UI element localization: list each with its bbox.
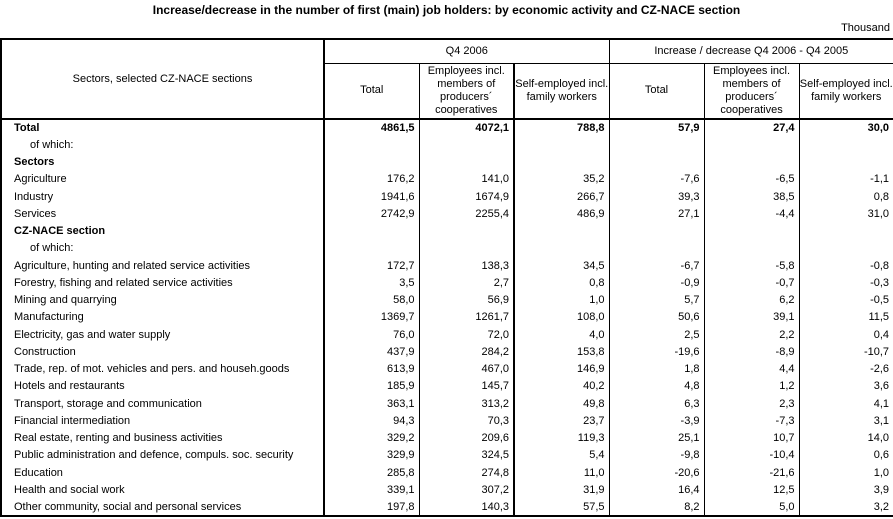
- table-row: [1, 412, 893, 429]
- value-cell: 1,2: [704, 378, 799, 395]
- value-cell: 58,0: [324, 292, 419, 309]
- value-cell: -1,1: [870, 173, 890, 186]
- value-cell: 339,1: [324, 481, 419, 498]
- value-cell: [609, 223, 704, 240]
- value-cell: 146,9: [514, 361, 609, 378]
- row-label-cell: CZ-NACE section: [1, 223, 324, 240]
- value-cell: -19,6: [609, 343, 704, 360]
- value-cell: 39,1: [704, 309, 799, 326]
- value-cell: 94,3: [324, 412, 419, 429]
- row-label-cell: Public administration and defence, compuls. soc. security: [1, 447, 324, 464]
- value-cell: -7,3: [704, 412, 799, 429]
- table-row: [1, 378, 893, 395]
- value-cell: [324, 136, 419, 153]
- value-cell: -10,4: [704, 447, 799, 464]
- row-label-cell: Agriculture: [1, 171, 324, 188]
- value-cell: [419, 136, 514, 153]
- value-cell: -20,6: [609, 464, 704, 481]
- table-row: [1, 343, 893, 360]
- value-cell: 38,5: [704, 188, 799, 205]
- value-cell: 35,2: [514, 171, 609, 188]
- table-row: [1, 395, 893, 412]
- value-cell: 119,3: [514, 430, 609, 447]
- table-row: [1, 464, 893, 481]
- value-cell: 6,2: [704, 292, 799, 309]
- table-row: [1, 309, 893, 326]
- statistics-table: [0, 38, 893, 517]
- value-cell: 2,3: [704, 395, 799, 412]
- value-cell: 0,8: [514, 274, 609, 291]
- value-cell: 27,1: [609, 205, 704, 222]
- value-cell: 40,2: [514, 378, 609, 395]
- value-cell: 2,2: [704, 326, 799, 343]
- value-cell: 12,5: [704, 481, 799, 498]
- value-cell: -0,3: [870, 276, 890, 289]
- value-cell: -0,7: [704, 274, 799, 291]
- value-cell: 145,7: [419, 378, 514, 395]
- table-row: [1, 430, 893, 447]
- value-cell: 5,7: [609, 292, 704, 309]
- value-cell: 3,2: [873, 500, 890, 513]
- row-label-cell: Health and social work: [1, 481, 324, 498]
- column-header: Total: [609, 63, 704, 119]
- value-cell: -0,9: [609, 274, 704, 291]
- value-cell: 1,8: [609, 361, 704, 378]
- value-cell: 1261,7: [419, 309, 514, 326]
- value-cell: 176,2: [324, 171, 419, 188]
- value-cell: 56,9: [419, 292, 514, 309]
- value-cell: 1941,6: [324, 188, 419, 205]
- row-label-cell: Agriculture, hunting and related service activities: [1, 257, 324, 274]
- value-cell: [514, 136, 609, 153]
- value-cell: [419, 154, 514, 171]
- group-header-increase-decrease: Increase / decrease Q4 2006 - Q4 2005: [609, 39, 893, 63]
- column-header: Employees incl. members of producers´ cooperatives: [704, 63, 799, 119]
- value-cell: 3,5: [324, 274, 419, 291]
- value-cell: 39,3: [609, 188, 704, 205]
- row-label-cell: Financial intermediation: [1, 412, 324, 429]
- value-cell: [704, 223, 799, 240]
- row-label-cell: Electricity, gas and water supply: [1, 326, 324, 343]
- value-cell: 324,5: [419, 447, 514, 464]
- value-cell: 172,7: [324, 257, 419, 274]
- value-cell: 3,9: [873, 483, 890, 496]
- table-row: [1, 326, 893, 343]
- value-cell: 363,1: [324, 395, 419, 412]
- value-cell: [609, 154, 704, 171]
- table-row: [1, 119, 893, 136]
- value-cell: 2,5: [609, 326, 704, 343]
- table-row: [1, 499, 893, 516]
- value-cell: [324, 223, 419, 240]
- value-cell: 108,0: [514, 309, 609, 326]
- value-cell: 197,8: [324, 499, 419, 516]
- value-cell: 4,1: [873, 397, 890, 410]
- table-row: [1, 361, 893, 378]
- row-label-cell: of which:: [1, 136, 324, 153]
- value-cell: [799, 136, 893, 153]
- row-label-cell: Hotels and restaurants: [1, 378, 324, 395]
- table-row: [1, 240, 893, 257]
- value-cell: -8,9: [704, 343, 799, 360]
- value-cell: 0,8: [873, 190, 890, 203]
- value-cell: 16,4: [609, 481, 704, 498]
- value-cell: 285,8: [324, 464, 419, 481]
- row-label-cell: Forestry, fishing and related service activities: [1, 274, 324, 291]
- table-row: [1, 257, 893, 274]
- table-row: [1, 447, 893, 464]
- value-cell: -21,6: [704, 464, 799, 481]
- value-cell: 1674,9: [419, 188, 514, 205]
- value-cell: [324, 154, 419, 171]
- row-label-cell: Services: [1, 205, 324, 222]
- table-row: [1, 223, 893, 240]
- value-cell: -0,5: [870, 294, 890, 307]
- row-label-cell: Industry: [1, 188, 324, 205]
- value-cell: 3,1: [873, 414, 890, 427]
- value-cell: 1,0: [873, 466, 890, 479]
- table-row: [1, 171, 893, 188]
- value-cell: 25,1: [609, 430, 704, 447]
- value-cell: [514, 154, 609, 171]
- value-cell: 4,4: [704, 361, 799, 378]
- value-cell: 31,0: [867, 207, 890, 220]
- value-cell: [419, 223, 514, 240]
- value-cell: -9,8: [609, 447, 704, 464]
- value-cell: -10,7: [863, 345, 890, 358]
- value-cell: 70,3: [419, 412, 514, 429]
- value-cell: 437,9: [324, 343, 419, 360]
- value-cell: 2,7: [419, 274, 514, 291]
- row-label-cell: of which:: [1, 240, 324, 257]
- value-cell: [324, 240, 419, 257]
- value-cell: 14,0: [867, 432, 890, 445]
- value-cell: 0,4: [873, 328, 890, 341]
- row-label-cell: Mining and quarrying: [1, 292, 324, 309]
- value-cell: 329,2: [324, 430, 419, 447]
- unit-label: Thousand: [841, 22, 890, 34]
- value-cell: 57,5: [514, 499, 609, 516]
- table-row: [1, 274, 893, 291]
- value-cell: 5,4: [514, 447, 609, 464]
- value-cell: [799, 154, 893, 171]
- value-cell: [799, 223, 893, 240]
- value-cell: [514, 240, 609, 257]
- value-cell: -2,6: [870, 363, 890, 376]
- value-cell: 329,9: [324, 447, 419, 464]
- value-cell: 2255,4: [419, 205, 514, 222]
- value-cell: 209,6: [419, 430, 514, 447]
- value-cell: [704, 154, 799, 171]
- value-cell: 467,0: [419, 361, 514, 378]
- row-label-cell: Real estate, renting and business activities: [1, 430, 324, 447]
- row-header-cell: Sectors, selected CZ-NACE sections: [1, 39, 324, 119]
- value-cell: [704, 136, 799, 153]
- row-label-cell: Transport, storage and communication: [1, 395, 324, 412]
- value-cell: -7,6: [609, 171, 704, 188]
- value-cell: -6,7: [609, 257, 704, 274]
- value-cell: [419, 240, 514, 257]
- value-cell: 8,2: [609, 499, 704, 516]
- value-cell: 313,2: [419, 395, 514, 412]
- value-cell: 266,7: [514, 188, 609, 205]
- row-label-cell: Education: [1, 464, 324, 481]
- value-cell: 0,6: [873, 449, 890, 462]
- value-cell: 138,3: [419, 257, 514, 274]
- page-title: Increase/decrease in the number of first (main) job holders: by economic activity and CZ-NACE section: [152, 3, 741, 17]
- value-cell: 274,8: [419, 464, 514, 481]
- value-cell: 10,7: [704, 430, 799, 447]
- value-cell: 1,0: [514, 292, 609, 309]
- value-cell: -3,9: [609, 412, 704, 429]
- value-cell: [704, 240, 799, 257]
- row-label-cell: Manufacturing: [1, 309, 324, 326]
- value-cell: 72,0: [419, 326, 514, 343]
- value-cell: 140,3: [419, 499, 514, 516]
- table-row: [1, 154, 893, 171]
- value-cell: 3,6: [873, 380, 890, 393]
- row-label-cell: Other community, social and personal services: [1, 499, 324, 516]
- value-cell: 34,5: [514, 257, 609, 274]
- value-cell: -4,4: [704, 205, 799, 222]
- value-cell: 307,2: [419, 481, 514, 498]
- row-label-cell: Construction: [1, 343, 324, 360]
- value-cell: 141,0: [419, 171, 514, 188]
- value-cell: -5,8: [704, 257, 799, 274]
- value-cell: 185,9: [324, 378, 419, 395]
- value-cell: 11,5: [868, 311, 890, 324]
- value-cell: 153,8: [514, 343, 609, 360]
- column-header: Self-employed incl. family workers: [799, 63, 893, 119]
- value-cell: 1369,7: [324, 309, 419, 326]
- value-cell: [609, 136, 704, 153]
- value-cell: 788,8: [514, 119, 609, 136]
- row-label-cell: Trade, rep. of mot. vehicles and pers. and househ.goods: [1, 361, 324, 378]
- table-row: [1, 136, 893, 153]
- group-header-row: [1, 39, 893, 63]
- value-cell: 11,0: [514, 464, 609, 481]
- value-cell: 76,0: [324, 326, 419, 343]
- value-cell: 49,8: [514, 395, 609, 412]
- value-cell: 613,9: [324, 361, 419, 378]
- column-header: Employees incl. members of producers´ cooperatives: [419, 63, 514, 119]
- value-cell: 6,3: [609, 395, 704, 412]
- row-label-cell: Total: [1, 119, 324, 136]
- value-cell: 27,4: [704, 119, 799, 136]
- value-cell: -6,5: [704, 171, 799, 188]
- row-label-cell: Sectors: [1, 154, 324, 171]
- value-cell: 57,9: [609, 119, 704, 136]
- value-cell: 4,8: [609, 378, 704, 395]
- table-row: [1, 481, 893, 498]
- value-cell: 31,9: [514, 481, 609, 498]
- value-cell: 50,6: [609, 309, 704, 326]
- value-cell: 30,0: [867, 122, 890, 135]
- table-row: [1, 188, 893, 205]
- value-cell: 23,7: [514, 412, 609, 429]
- value-cell: 5,0: [704, 499, 799, 516]
- column-header: Self-employed incl. family workers: [514, 63, 609, 119]
- value-cell: 4861,5: [324, 119, 419, 136]
- table-row: [1, 292, 893, 309]
- value-cell: 486,9: [514, 205, 609, 222]
- value-cell: [609, 240, 704, 257]
- value-cell: 4,0: [514, 326, 609, 343]
- value-cell: [514, 223, 609, 240]
- value-cell: 2742,9: [324, 205, 419, 222]
- column-header: Total: [324, 63, 419, 119]
- group-header-q4-2006: Q4 2006: [324, 39, 609, 63]
- value-cell: 4072,1: [419, 119, 514, 136]
- value-cell: -0,8: [870, 259, 890, 272]
- value-cell: 284,2: [419, 343, 514, 360]
- table-row: [1, 205, 893, 222]
- value-cell: [799, 240, 893, 257]
